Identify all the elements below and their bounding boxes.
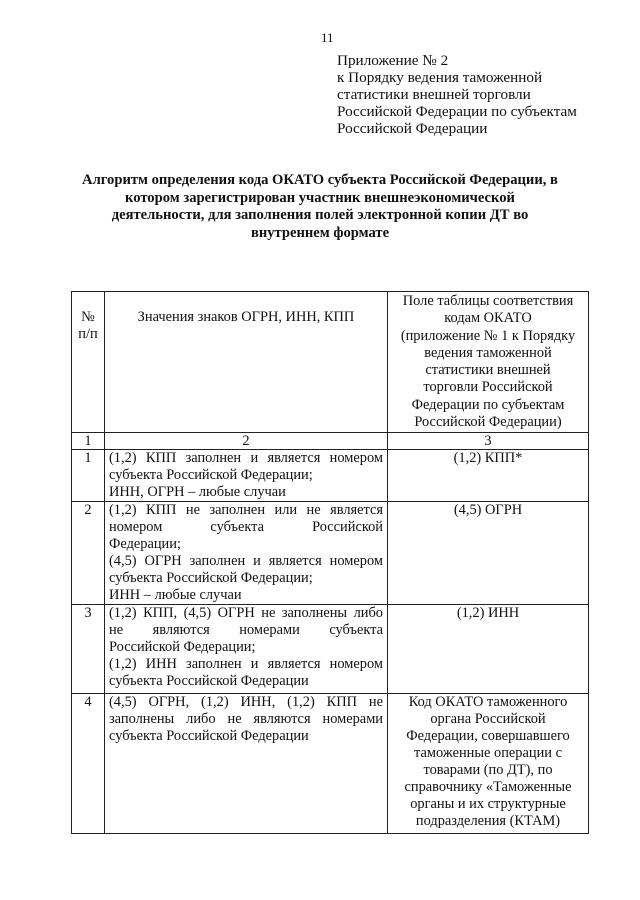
column-number: 1 (72, 433, 105, 450)
header-field-line: Федерации по субъектам (411, 396, 565, 413)
condition-line: (4,5) ОГРН, (1,2) ИНН, (1,2) КПП не (109, 694, 383, 710)
document-title (62, 172, 578, 242)
column-number: 2 (105, 433, 388, 450)
result-line: подразделения (КТАМ) (415, 813, 561, 829)
condition-line: не являются номерами субъекта (109, 622, 383, 638)
title-line: внутреннем формате (250, 224, 390, 241)
header-field-line: Российской Федерации) (414, 414, 562, 431)
condition-cell (105, 450, 388, 502)
appendix-line: Приложение № 2 (337, 52, 449, 69)
condition-line: субъекта Российской Федерации (109, 673, 309, 689)
table-row (72, 694, 589, 834)
header-number-line: № (81, 309, 95, 325)
header-field-line: кодам ОКАТО (444, 310, 532, 327)
result-line: органа Российской (430, 711, 546, 727)
header-field-line: (приложение № 1 к Порядку (400, 327, 576, 344)
condition-line: субъекта Российской Федерации; (109, 570, 313, 586)
condition-line: (1,2) КПП не заполнен или не является (109, 502, 383, 518)
result-line: Код ОКАТО таможенного (408, 694, 568, 710)
appendix-line: Российской Федерации (337, 120, 488, 137)
result-field-cell (388, 694, 589, 834)
header-okato-field (388, 292, 589, 433)
table-header-row (72, 292, 589, 433)
page-number: 11 (321, 30, 334, 45)
title-line: деятельности, для заполнения полей электронной копии ДТ во (111, 207, 529, 223)
header-field-line: Поле таблицы соответствия (402, 293, 574, 309)
condition-line: ИНН, ОГРН – любые случаи (109, 484, 286, 500)
result-field-cell (388, 502, 589, 605)
result-line: (4,5) ОГРН (453, 502, 523, 518)
header-number-line: п/п (78, 326, 98, 342)
condition-line: заполнены либо не являются номерами (109, 711, 383, 727)
title-line: котором зарегистрирован участник внешнеэкономической (125, 189, 515, 206)
header-field-line: торговли Российской (423, 379, 553, 396)
header-field-line: ведения таможенной (424, 344, 552, 361)
condition-line: (4,5) ОГРН заполнен и является номером (109, 553, 383, 569)
condition-line: Федерации; (109, 536, 181, 552)
condition-line: (1,2) КПП заполнен и является номером (109, 450, 383, 466)
condition-line: субъекта Российской Федерации (109, 728, 309, 744)
result-field-cell (388, 450, 589, 502)
column-number: 3 (388, 433, 589, 450)
table-row (72, 450, 589, 502)
title-line: Алгоритм определения кода ОКАТО субъекта Российской Федерации, в (82, 172, 558, 188)
condition-line: субъекта Российской Федерации; (109, 467, 313, 483)
condition-cell (105, 694, 388, 834)
appendix-line: статистики внешней торговли (337, 86, 531, 103)
appendix-line: Российской Федерации по субъектам (337, 103, 577, 120)
result-line: органы и их структурные (410, 796, 566, 812)
row-number: 2 (72, 502, 105, 605)
condition-cell (105, 502, 388, 605)
row-number: 3 (72, 605, 105, 694)
header-number (72, 292, 105, 433)
okato-algorithm-table (71, 291, 589, 834)
appendix-line: к Порядку ведения таможенной (337, 69, 543, 86)
condition-line: ИНН – любые случаи (109, 587, 242, 603)
column-number-row (72, 433, 589, 450)
result-line: Федерации, совершавшего (406, 728, 570, 744)
condition-line: (1,2) ИНН заполнен и является номером (109, 656, 383, 672)
condition-line: номером субъекта Российской (109, 519, 383, 535)
table-row (72, 605, 589, 694)
result-line: справочнику «Таможенные (404, 779, 572, 795)
condition-cell (105, 605, 388, 694)
condition-line: Российской Федерации; (109, 639, 256, 655)
appendix-reference (337, 52, 577, 137)
result-line: (1,2) КПП* (453, 450, 523, 466)
condition-line: (1,2) КПП, (4,5) ОГРН не заполнены либо (109, 605, 383, 621)
row-number: 1 (72, 450, 105, 502)
header-values: Значения знаков ОГРН, ИНН, КПП (105, 292, 388, 433)
table-row (72, 502, 589, 605)
result-line: таможенные операции с (414, 745, 562, 761)
result-field-cell (388, 605, 589, 694)
result-line: товарами (по ДТ), по (423, 762, 553, 778)
result-line: (1,2) ИНН (456, 605, 520, 621)
header-field-line: статистики внешней (425, 362, 551, 379)
row-number: 4 (72, 694, 105, 834)
